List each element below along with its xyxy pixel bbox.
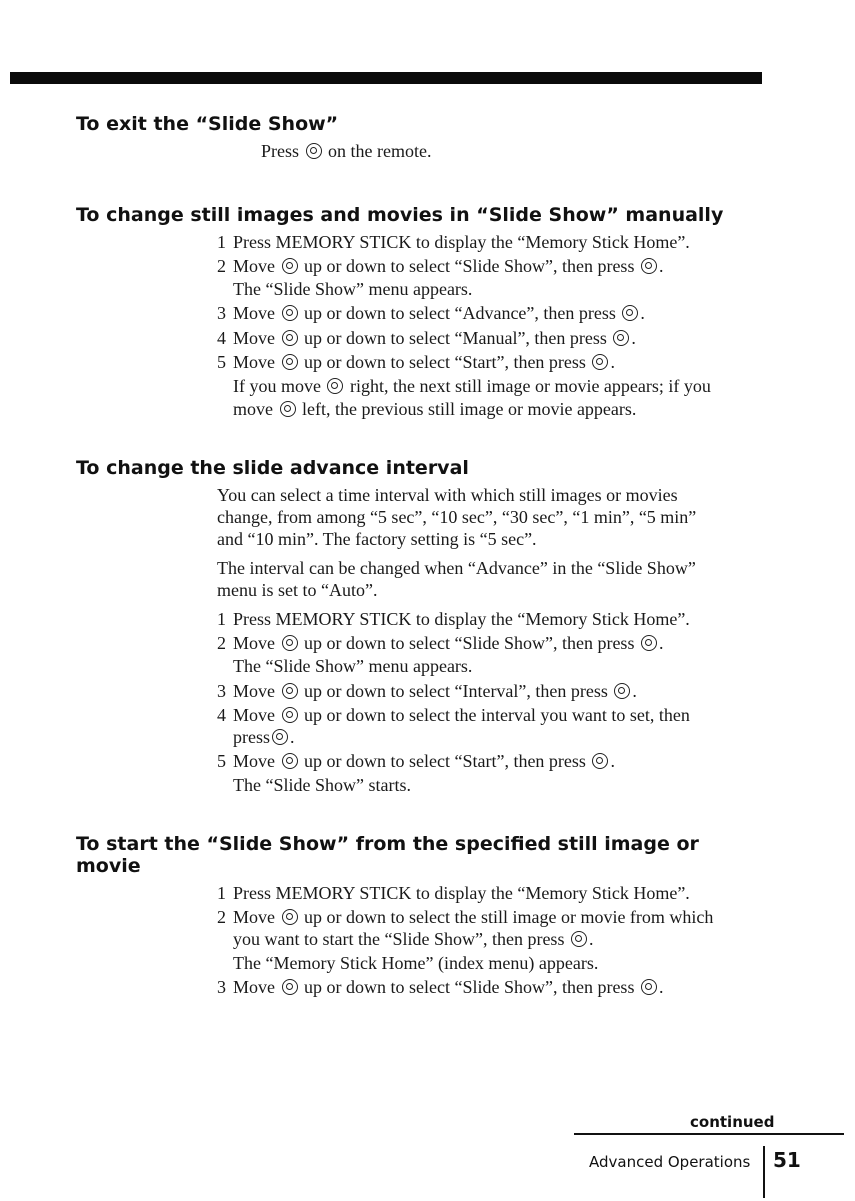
footer-divider (763, 1146, 765, 1198)
joystick-button-icon (272, 729, 288, 745)
joystick-button-icon (282, 753, 298, 769)
paragraph-line: menu is set to “Auto”. (217, 580, 378, 600)
joystick-button-icon (282, 635, 298, 651)
step-text: Move up or down to select “Start”, then press . (233, 751, 615, 771)
paragraph-line: The interval can be changed when “Advance” in the “Slide Show” (217, 558, 696, 578)
manual-steps: 1 Press MEMORY STICK to display the “Memory Stick Home”. 2 Move up or down to select “Slide Show”, then press . The “Slide Show” menu appears. 3 Move up or down to select “Advance”, then press . 4 Move up or down to select “Manual”, then press . 5 Move up or down to select “Start”, then press . If you move right, the next still image or movie appears; if you move left, the previous still image or movie appears. (217, 232, 711, 419)
joystick-button-icon (282, 354, 298, 370)
joystick-button-icon (282, 979, 298, 995)
joystick-button-icon (592, 753, 608, 769)
step-text: Move up or down to select “Advance”, then press . (233, 303, 645, 323)
step-text: Move up or down to select “Slide Show”, then press . (233, 633, 664, 653)
step-text: Press MEMORY STICK to display the “Memory Stick Home”. (233, 883, 690, 903)
joystick-button-icon (571, 931, 587, 947)
heading-exit-slide-show: To exit the “Slide Show” (76, 113, 339, 135)
joystick-button-icon (282, 258, 298, 274)
top-rule (10, 72, 762, 84)
step-text: Press MEMORY STICK to display the “Memory Stick Home”. (233, 609, 690, 629)
heading-advance-interval: To change the slide advance interval (76, 457, 469, 479)
step-text: press . (233, 727, 295, 747)
joystick-button-icon (641, 979, 657, 995)
step-note: The “Memory Stick Home” (index menu) appears. (233, 953, 599, 973)
heading-start-from-specified: To start the “Slide Show” from the specified still image or (76, 833, 699, 855)
joystick-button-icon (282, 683, 298, 699)
step-text: Move up or down to select “Start”, then press . (233, 352, 615, 372)
step-text: Press MEMORY STICK to display the “Memory Stick Home”. (233, 232, 690, 252)
start-steps: 1 Press MEMORY STICK to display the “Memory Stick Home”. 2 Move up or down to select the still image or movie from which you want to start the “Slide Show”, then press . The “Memory Stick Home” (index menu) appears. 3 Move up or down to select “Slide Show”, then press . (217, 883, 714, 997)
continued-label: continued (690, 1113, 775, 1131)
joystick-button-icon (282, 305, 298, 321)
joystick-button-icon (282, 707, 298, 723)
interval-content: You can select a time interval with which still images or movies change, from among “5 sec”, “10 sec”, “30 sec”, “1 min”, “5 min” and “10 min”. The factory setting is “5 sec”. The interval can be changed when “Advance” in the “Slide Show” menu is set to “Auto”. 1 Press MEMORY STICK to display the “Memory Stick Home”. 2 Move up or down to select “Slide Show”, then press . The “Slide Show” menu appears. 3 Move up or down to select “Interval”, then press . 4 Move up or down to select the interval you want to set, then press . 5 Move up or down to select “Start”, then press . The “Slide Show” starts. (217, 485, 697, 795)
joystick-button-icon (592, 354, 608, 370)
joystick-button-icon (280, 401, 296, 417)
step-note: The “Slide Show” menu appears. (233, 656, 473, 676)
step-note: move left, the previous still image or movie appears. (233, 399, 637, 419)
joystick-button-icon (613, 330, 629, 346)
joystick-button-icon (641, 635, 657, 651)
step-text: you want to start the “Slide Show”, then press . (233, 929, 594, 949)
step-text: Move up or down to select “Manual”, then press . (233, 328, 636, 348)
step-text: Move up or down to select “Slide Show”, then press . (233, 977, 664, 997)
joystick-button-icon (282, 909, 298, 925)
step-text: Move up or down to select the still image or movie from which (233, 907, 714, 927)
joystick-button-icon (622, 305, 638, 321)
heading-change-manually: To change still images and movies in “Slide Show” manually (76, 204, 724, 226)
exit-instruction: Press on the remote. (261, 141, 432, 161)
footer-rule (574, 1133, 844, 1135)
step-note: If you move right, the next still image or movie appears; if you (233, 376, 711, 396)
page-number: 51 (773, 1148, 801, 1172)
step-note: The “Slide Show” starts. (233, 775, 411, 795)
joystick-button-icon (614, 683, 630, 699)
joystick-button-icon (327, 378, 343, 394)
section-name: Advanced Operations (589, 1153, 751, 1171)
paragraph-line: and “10 min”. The factory setting is “5 sec”. (217, 529, 537, 549)
paragraph-line: change, from among “5 sec”, “10 sec”, “30 sec”, “1 min”, “5 min” (217, 507, 697, 527)
step-text: Move up or down to select “Interval”, then press . (233, 681, 637, 701)
joystick-button-icon (306, 143, 322, 159)
joystick-button-icon (641, 258, 657, 274)
step-text: Move up or down to select the interval you want to set, then (233, 705, 690, 725)
step-text: Move up or down to select “Slide Show”, then press . (233, 256, 664, 276)
paragraph-line: You can select a time interval with which still images or movies (217, 485, 678, 505)
step-note: The “Slide Show” menu appears. (233, 279, 473, 299)
joystick-button-icon (282, 330, 298, 346)
heading-start-from-specified-cont: movie (76, 855, 141, 877)
